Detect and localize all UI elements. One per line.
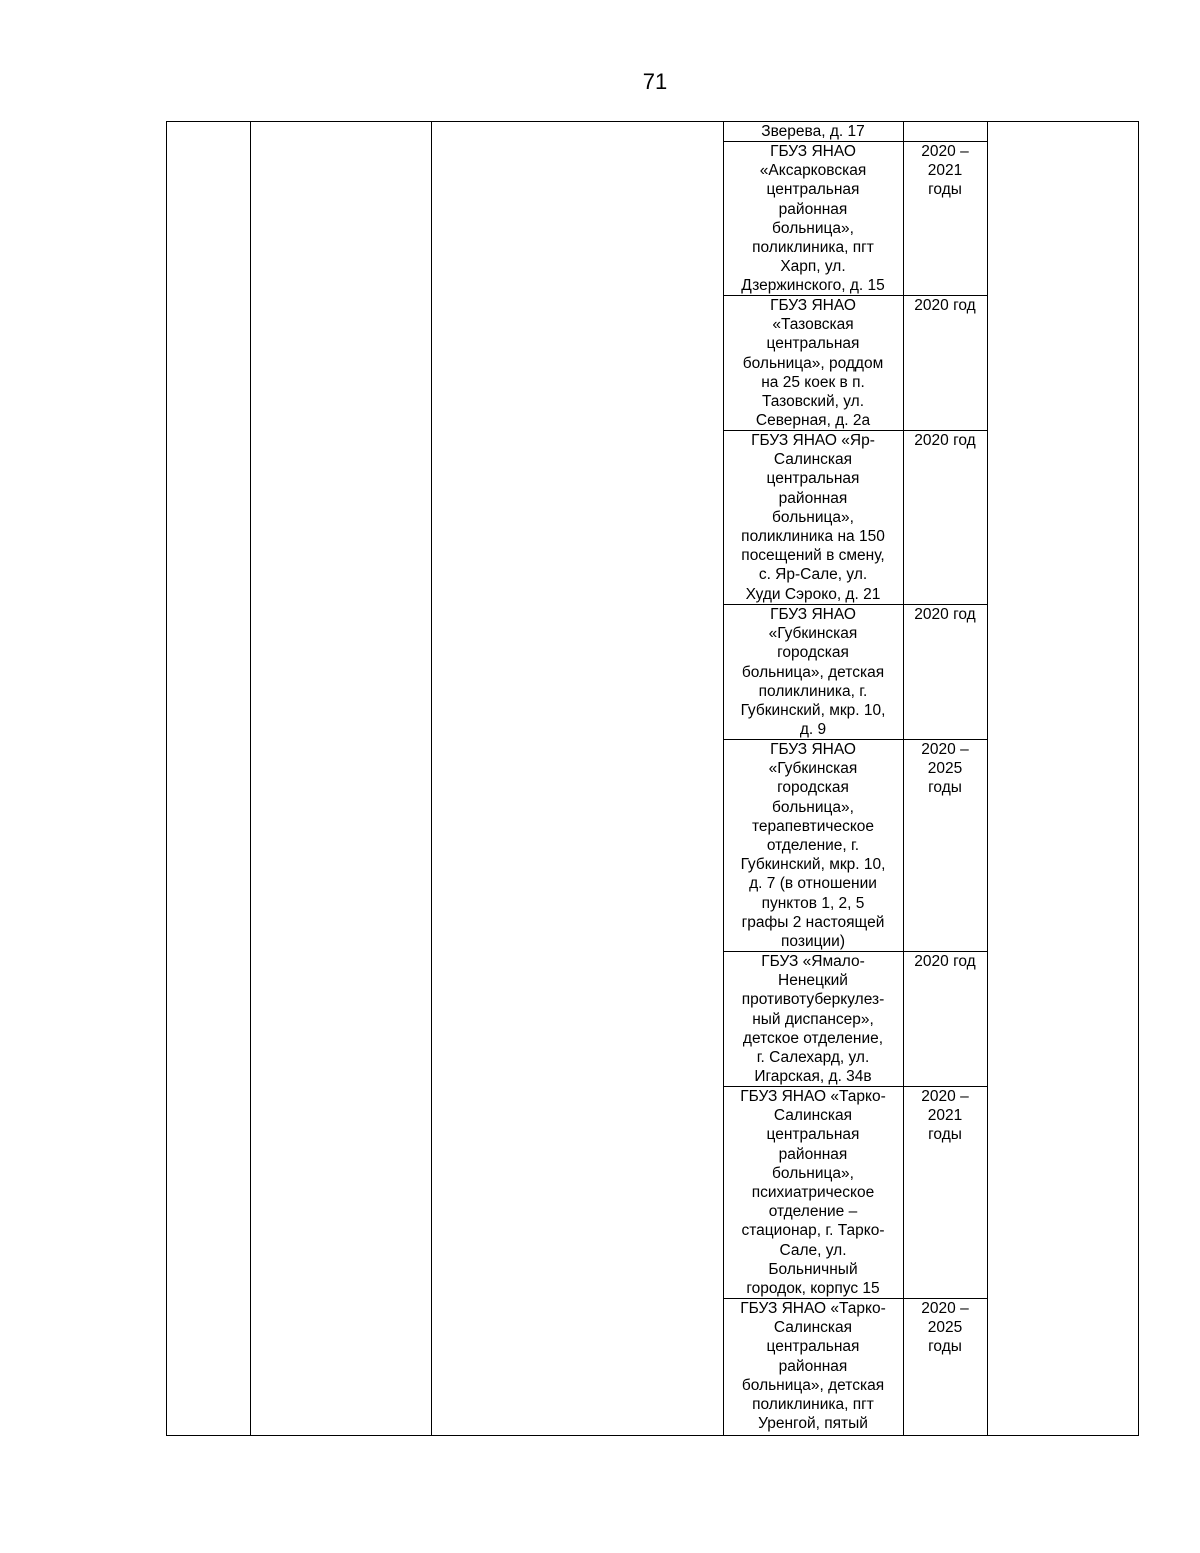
facility-cell: ГБУЗ «Ямало- Ненецкий противотуберкулез- ный диспансер», детское отделение, г. Салехард, ул. Игарская, д. 34в [741, 953, 885, 1086]
column-divider [431, 122, 432, 1435]
period-cell: 2020 – 2025 годы [921, 741, 969, 797]
facility-cell: ГБУЗ ЯНАО «Губкинская городская больница», терапевтическое отделение, г. Губкинский, мкр. 10, д. 7 (в отношении пунктов 1, 2, 5 графы 2 настоящей позиции) [740, 741, 886, 951]
period-cell: 2020 – 2025 годы [921, 1300, 969, 1356]
facility-cell: ГБУЗ ЯНАО «Тарко- Салинская центральная районная больница», психиатрическое отделение – стационар, г. Тарко- Сале, ул. Больничный городок, корпус 15 [740, 1088, 886, 1298]
period-cell: 2020 год [914, 606, 976, 623]
row-divider [723, 739, 987, 740]
facility-cell: ГБУЗ ЯНАО «Тазовская центральная больница», роддом на 25 коек в п. Тазовский, ул. Северная, д. 2а [742, 297, 884, 430]
period-cell: 2020 год [914, 432, 976, 449]
facility-cell: ГБУЗ ЯНАО «Губкинская городская больница», детская поликлиника, г. Губкинский, мкр. 10, д. 9 [740, 606, 886, 739]
row-divider [723, 1086, 987, 1087]
row-divider [723, 141, 987, 142]
facility-cell: ГБУЗ ЯНАО «Тарко- Салинская центральная районная больница», детская поликлиника, пгт Уренгой, пятый [740, 1300, 886, 1433]
facility-cell: ГБУЗ ЯНАО «Аксарковская центральная районная больница», поликлиника, пгт Харп, ул. Дзержинского, д. 15 [741, 143, 885, 295]
column-divider [250, 122, 251, 1435]
row-divider [723, 604, 987, 605]
period-cell: 2020 год [914, 297, 976, 314]
period-cell [903, 122, 987, 141]
row-divider [723, 430, 987, 431]
period-cell: 2020 – 2021 годы [921, 143, 969, 199]
row-divider [723, 951, 987, 952]
row-divider [723, 1298, 987, 1299]
facility-cell: Зверева, д. 17 [761, 123, 865, 140]
period-cell: 2020 – 2021 годы [921, 1088, 969, 1144]
continued-table [166, 121, 1139, 1436]
period-cell: 2020 год [914, 953, 976, 970]
page-number: 71 [642, 69, 668, 94]
column-divider [987, 122, 988, 1435]
row-divider [723, 295, 987, 296]
facility-cell: ГБУЗ ЯНАО «Яр- Салинская центральная районная больница», поликлиника на 150 посещений в смену, с. Яр-Сале, ул. Худи Сэроко, д. 21 [741, 432, 885, 603]
